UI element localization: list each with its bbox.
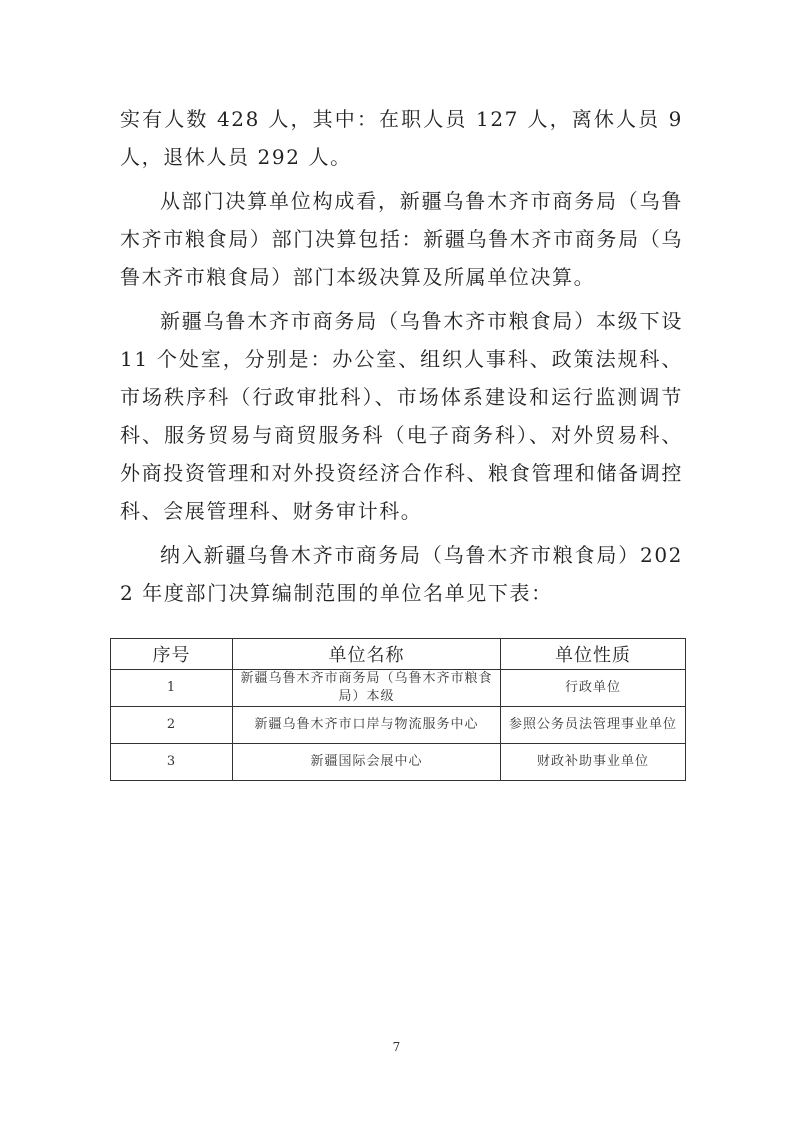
header-unit-type: 单位性质: [501, 639, 686, 670]
table-header-row: [111, 639, 686, 670]
cell-serial-number: 3: [111, 744, 233, 781]
paragraph-staff-count: 实有人数 428 人，其中：在职人员 127 人，离休人员 9 人，退休人员 292 人。: [120, 107, 683, 169]
cell-unit-name: 新疆乌鲁木齐市商务局（乌鲁木齐市粮食局）本级: [233, 670, 501, 707]
cell-unit-type: 参照公务员法管理事业单位: [501, 707, 686, 744]
cell-serial-number: 1: [111, 670, 233, 707]
header-serial-number: 序号: [111, 639, 233, 670]
header-unit-name: 单位名称: [233, 639, 501, 670]
cell-serial-number: 2: [111, 707, 233, 744]
table-row: [111, 707, 686, 744]
cell-unit-name: 新疆乌鲁木齐市口岸与物流服务中心: [233, 707, 501, 744]
table-row: [111, 670, 686, 707]
cell-unit-name: 新疆国际会展中心: [233, 744, 501, 781]
paragraph-table-intro: 纳入新疆乌鲁木齐市商务局（乌鲁木齐市粮食局）2022 年度部门决算编制范围的单位名单见下表：: [120, 543, 683, 605]
cell-unit-type: 行政单位: [501, 670, 686, 707]
unit-list-table: [110, 638, 686, 781]
cell-unit-type: 财政补助事业单位: [501, 744, 686, 781]
paragraph-unit-composition: 从部门决算单位构成看，新疆乌鲁木齐市商务局（乌鲁木齐市粮食局）部门决算包括：新疆乌鲁木齐市商务局（乌鲁木齐市粮食局）部门本级决算及所属单位决算。: [120, 189, 683, 289]
page-number: 7: [392, 1040, 401, 1054]
paragraph-departments: 新疆乌鲁木齐市商务局（乌鲁木齐市粮食局）本级下设 11 个处室，分别是：办公室、组织人事科、政策法规科、市场秩序科（行政审批科）、市场体系建设和运行监测调节科、服务贸易与商贸服务科（电子商务科）、对外贸易科、外商投资管理和对外投资经济合作科、粮食管理和储备调控科、会展管理科、财务审计科。: [120, 309, 683, 523]
document-body: [120, 100, 683, 612]
table-row: [111, 744, 686, 781]
